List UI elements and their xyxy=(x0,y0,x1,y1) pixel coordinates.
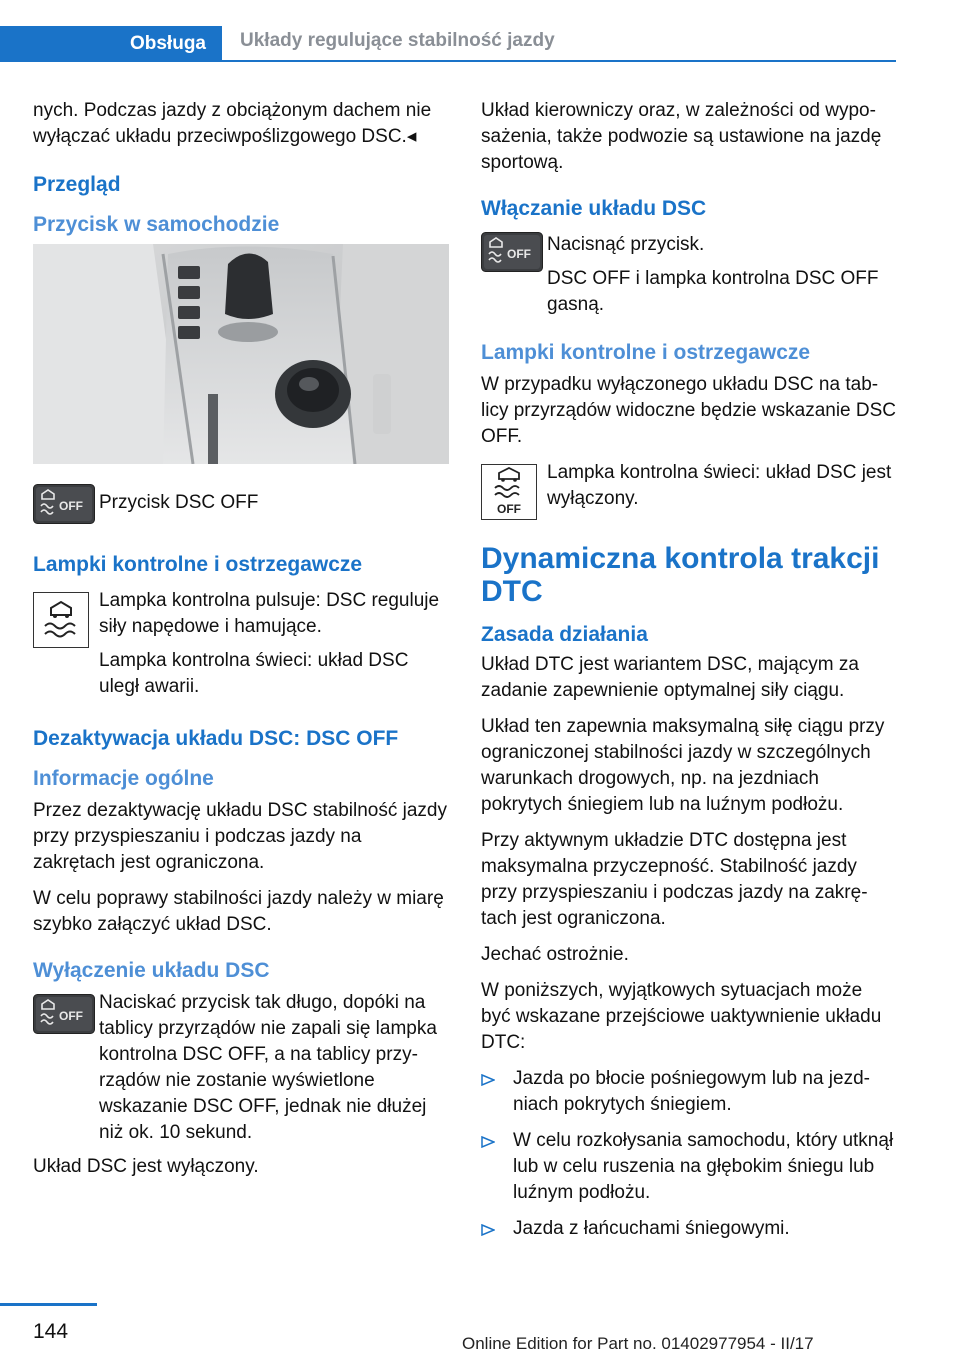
triangle-bullet-icon xyxy=(481,1224,495,1236)
dsc-off-warning-lamp-icon xyxy=(481,464,537,520)
dsc-off-lamp-text: Lampka kontrolna świeci: układ DSC jest wyłączony. xyxy=(547,462,892,509)
heading-principle: Zasada działania xyxy=(481,623,648,646)
lamp-pulsing-text: Lampka kontrolna pulsuje: DSC reguluje siły napędowe i hamujące. xyxy=(99,590,440,637)
header-rule xyxy=(222,60,896,62)
dsc-off-lamp-row xyxy=(481,460,897,516)
off-label-text-3: OFF xyxy=(507,247,531,261)
heading-switch-off: Wyłączenie układu DSC xyxy=(33,959,270,982)
header-tab-section[interactable]: Obsługa xyxy=(0,26,222,62)
switch-off-text: Naciskać przycisk tak długo, dopóki na tablicy przyrządów nie zapali się lampka kontrolna DSC OFF, a na tablicy przyrządów nie zostanie wyświetlone wskazanie DSC OFF, jednak nie dłużej niż ok. 10 sekund. xyxy=(99,992,437,1143)
right-column xyxy=(481,98,897,1252)
warning-lamp-row xyxy=(33,588,449,700)
heading-overview: Przegląd xyxy=(33,173,121,196)
page-header xyxy=(0,0,960,62)
left-intro-text: nych. Podczas jazdy z obciążonym dachem nie wyłączać układu przeciwpoślizgowego DSC.◂ xyxy=(33,100,432,147)
page-number-rule xyxy=(0,1303,97,1306)
dtc-text-5: W poniższych, wyjątkowych sytuacjach może być wskazane przejściowe uaktywnienie układu DTC: xyxy=(481,980,882,1053)
off-label-text: OFF xyxy=(59,499,83,513)
dsc-warning-lamp-icon xyxy=(33,592,89,648)
heading-dtc: Dynamiczna kontrola trakcji DTC xyxy=(481,542,880,608)
dtc-text-3: Przy aktywnym układzie DTC dostępna jest maksymalna przyczepność. Stabilność jazdy przy przyspieszaniu i podczas jazdy na zakrętach jest ograniczona. xyxy=(481,830,868,929)
heading-switch-on: Włączanie układu DSC xyxy=(481,197,707,220)
page-number: 144 xyxy=(33,1320,69,1343)
car-console-photo xyxy=(33,244,449,464)
dsc-off-button-icon-3 xyxy=(481,232,543,272)
general-info-text-2: W celu poprawy stabilności jazdy należy w miarę szybko załączyć układ DSC. xyxy=(33,888,444,935)
switch-off-result: Układ DSC jest wyłączony. xyxy=(33,1156,259,1177)
dsc-off-button-icon xyxy=(33,484,95,524)
heading-deactivation: Dezaktywacja układu DSC: DSC OFF xyxy=(33,727,399,750)
list-item-text: Jazda po błocie pośniegowym lub na jezdniach pokrytych śniegiem. xyxy=(513,1068,870,1115)
list-item-text: W celu rozkołysania samochodu, który utknął lub w celu ruszenia na głębokim śniegu lub luźnym podłożu. xyxy=(513,1130,894,1203)
switch-on-result-text: DSC OFF i lampka kontrolna DSC OFF gasną. xyxy=(547,268,879,315)
right-intro-text: Układ kierowniczy oraz, w zależności od wyposażenia, także podwozie są ustawione na jazdę sportową. xyxy=(481,100,882,173)
dsc-off-button-caption: Przycisk DSC OFF xyxy=(99,492,259,513)
switch-on-row xyxy=(481,232,897,318)
switch-off-row xyxy=(33,990,449,1146)
heading-warning-lamps-right: Lampki kontrolne i ostrzegawcze xyxy=(481,341,811,364)
dtc-text-2: Układ ten zapewnia maksymalną siłę ciągu przy ograniczonej stabilności jazdy w szczególnych warunkach drogowych, np. na jezdniach pokrytych śniegiem lub na luźnym podłożu. xyxy=(481,716,885,815)
off-label-text-4: OFF xyxy=(497,502,521,516)
heading-general-info: Informacje ogólne xyxy=(33,767,214,790)
list-item xyxy=(481,1216,897,1242)
footer-edition-text: Online Edition for Part no. 01402977954 - II/17 xyxy=(462,1334,814,1353)
header-chapter-title: Układy regulujące stabilność jazdy xyxy=(240,30,555,51)
triangle-bullet-icon xyxy=(481,1136,495,1148)
list-item xyxy=(481,1066,897,1118)
heading-button-in-car: Przycisk w samochodzie xyxy=(33,213,280,236)
left-column xyxy=(33,98,449,1190)
switch-on-press-text: Nacisnąć przycisk. xyxy=(547,234,705,255)
general-info-text-1: Przez dezaktywację układu DSC stabilność jazdy przy przyspieszaniu i podczas jazdy na zakrętach jest ograniczona. xyxy=(33,800,447,873)
dtc-text-1: Układ DTC jest wariantem DSC, mającym za zadanie zapewnienie optymalnej siły ciągu. xyxy=(481,654,859,701)
dsc-off-button-row xyxy=(33,480,449,526)
list-item xyxy=(481,1128,897,1206)
lamp-lit-text: Lampka kontrolna świeci: układ DSC uległ awarii. xyxy=(99,650,409,697)
list-item-text: Jazda z łańcuchami śniegowymi. xyxy=(513,1218,790,1239)
lamps-info-text: W przypadku wyłączonego układu DSC na tablicy przyrządów widoczne będzie wskazanie DSC OFF. xyxy=(481,374,897,447)
dsc-off-button-icon-2 xyxy=(33,994,95,1034)
dtc-situations-list xyxy=(481,1066,897,1242)
off-label-text-2: OFF xyxy=(59,1009,83,1023)
heading-warning-lamps: Lampki kontrolne i ostrzegawcze xyxy=(33,553,363,576)
dtc-text-4: Jechać ostrożnie. xyxy=(481,944,629,965)
triangle-bullet-icon xyxy=(481,1074,495,1086)
